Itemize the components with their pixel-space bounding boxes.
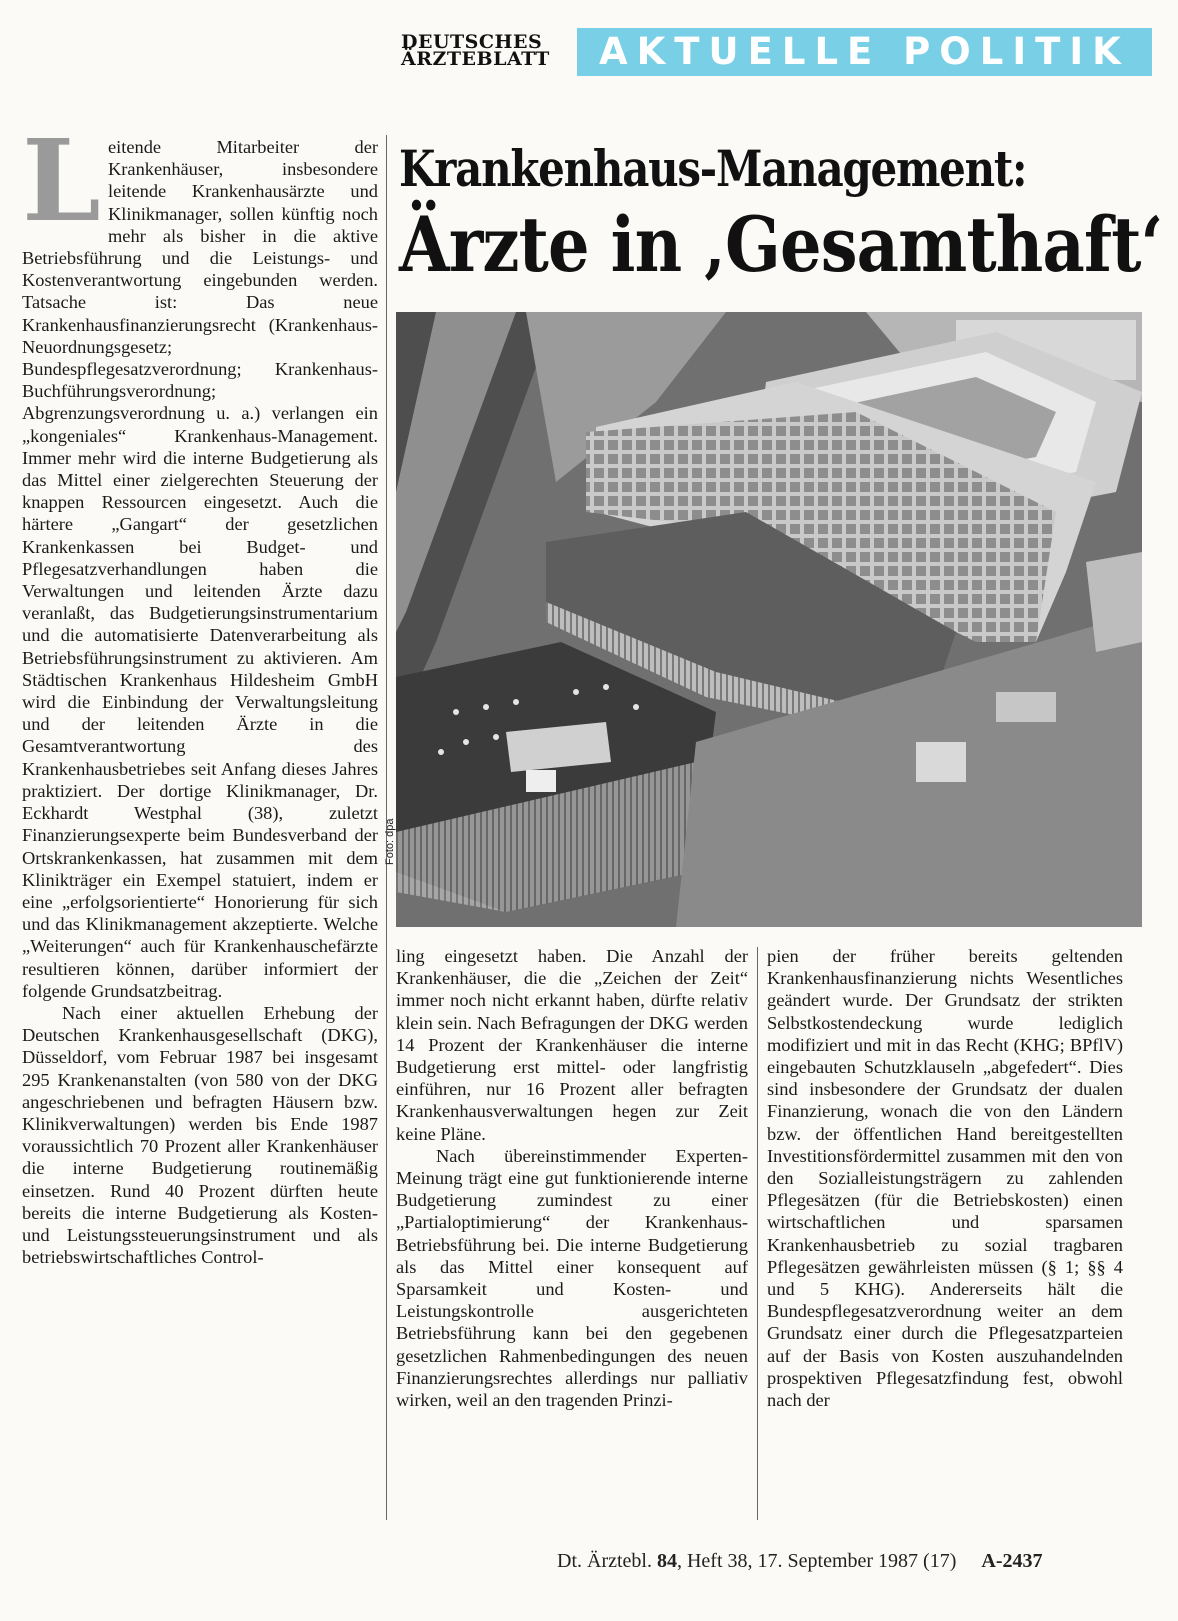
headline-line-1: Krankenhaus-Management: [399, 139, 1027, 198]
masthead-line-2: ÄRZTEBLATT [401, 48, 550, 70]
aerial-photo-illustration [396, 312, 1142, 927]
photo-credit: Foto: dpa [384, 818, 396, 865]
article-column-2 [396, 945, 748, 1411]
issue-info: , Heft 38, 17. September 1987 (17) [676, 1550, 957, 1572]
column-divider [757, 947, 758, 1520]
section-banner: AKTUELLE POLITIK [577, 28, 1152, 76]
page-number: A-2437 [981, 1550, 1043, 1572]
drop-cap: L [22, 116, 101, 247]
article-paragraph: eitende Mitarbeiter der Krankenhäuser, insbesondere leitende Krankenhausärzte und Klinikmanager, sollen künftig noch mehr als bisher in die aktive Betriebsführung und die Leistungs- und Kostenverantwortung eingebunden werden. Tatsache ist: Das neue Krankenhausfinanzierungsrecht (Krankenhaus-Neuordnungsgesetz; Bundespflegesatzverordnung; Krankenhaus-Buchführungsverordnung; Abgrenzungsverordnung u. a.) verlangen ein „kongeniales“ Krankenhaus-Management. Immer mehr wird die interne Budgetierung als das Mittel einer zielgerechten Steuerung der knappen Ressourcen eingesetzt. Auch die härtere „Gangart“ der gesetzlichen Krankenkassen bei Budget- und Pflegesatzverhandlungen haben die Verwaltungen und leitenden Ärzte dazu veranlaßt, das Budgetierungsinstrumentarium und die automatisierte Datenverarbeitung als Betriebsführungsinstrument zu aktivieren. Am Städtischen Krankenhaus Hildesheim GmbH wird die Einbindung der Verwaltungsleitung und der leitenden Ärzte in die Gesamtverantwortung des Krankenhausbetriebes seit Anfang dieses Jahres praktiziert. Der dortige Klinikmanager, Dr. Eckhardt Westphal (38), zuletzt Finanzierungsexperte beim Bundesverband der Ortskrankenkassen, hat zusammen mit dem Klinikträger ein Exempel statuiert, indem er eine „erfolgsorientierte“ Honorierung für sich und das Klinikmanagement akzeptierte. Welche „Weiterungen“ auch für Krankenhauschefärzte resultieren können, darüber informiert der folgende Grundsatzbeitrag. [22, 137, 378, 1001]
headline-line-2: Ärzte in ‚Gesamthaft‘ [399, 200, 1163, 289]
article-column-3 [767, 945, 1123, 1411]
masthead [401, 31, 550, 70]
hospital-aerial-photo [396, 312, 1142, 927]
volume-number: 84 [656, 1550, 677, 1572]
article-paragraph: pien der früher bereits geltenden Krankenhausfinanzierung nichts Wesentliches geändert wurde. Der Grundsatz der strikten Selbstkostendeckung wurde lediglich modifiziert und mit in das Recht (KHG; BPflV) eingebauten Schutzklauseln „abgefedert“. Dies sind insbesondere der Grundsatz der dualen Finanzierung, wonach die von den Ländern bzw. der öffentlichen Hand bereitgestellten Investitionsfördermittel zusammen mit den von den Sozialleistungsträgern zu zahlenden Pflegesätzen (für die Betriebskosten) einen wirtschaftlichen und sparsamen Krankenhausbetrieb zu sozial tragbaren Pflegesätzen gewährleisten müssen (§ 1; §§ 4 und 5 KHG). Andererseits hält die Bundespflegesatzverordnung weiter an dem Grundsatz einer durch die Pflegesatzparteien auf der Basis von Kosten auszuhandelnden prospektiven Pflegesatzfindung fest, obwohl nach der [767, 946, 1123, 1411]
page-footer [557, 1550, 1042, 1573]
masthead-line-1: DEUTSCHES [401, 31, 543, 53]
article-paragraph: ling eingesetzt haben. Die Anzahl der Krankenhäuser, die die „Zeichen der Zeit“ immer noch nicht erkannt haben, dürfte relativ klein sein. Nach Befragungen der DKG werden 14 Prozent der Krankenhäuser die interne Budgetierung erst mittel- oder langfristig einführen, nur 16 Prozent aller befragten Krankenhausverwaltungen hegen zur Zeit keine Pläne. [396, 946, 748, 1144]
headline [399, 138, 1163, 290]
article-paragraph: Nach übereinstimmender Experten-Meinung trägt eine gut funktionierende interne Budgetierung zumindest zu einer „Partialoptimierung“ der Krankenhaus-Betriebsführung bei. Die interne Budgetierung als das Mittel einer konsequent auf Sparsamkeit und Kosten- und Leistungskontrolle ausgerichteten Betriebsführung kann bei den gegebenen gesetzlichen Rahmenbedingungen des neuen Finanzierungsrechtes allerdings nur palliativ wirken, weil an den tragenden Prinzi- [396, 1145, 748, 1411]
article-column-1 [22, 116, 378, 1268]
journal-abbrev: Dt. Ärztebl. [557, 1550, 652, 1572]
article-paragraph: Nach einer aktuellen Erhebung der Deutschen Krankenhausgesellschaft (DKG), Düsseldorf, vom Februar 1987 bei insgesamt 295 Krankenanstalten (von 580 von der DKG angeschriebenen und befragten Häusern bzw. Klinikverwaltungen) werden bis Ende 1987 voraussichtlich 70 Prozent aller Krankenhäuser die interne Budgetierung routinemäßig einsetzen. Rund 40 Prozent dürften heute bereits die interne Budgetierung als Kosten- und Leistungssteuerungsinstrument und als betriebswirtschaftliches Control- [22, 1002, 378, 1268]
